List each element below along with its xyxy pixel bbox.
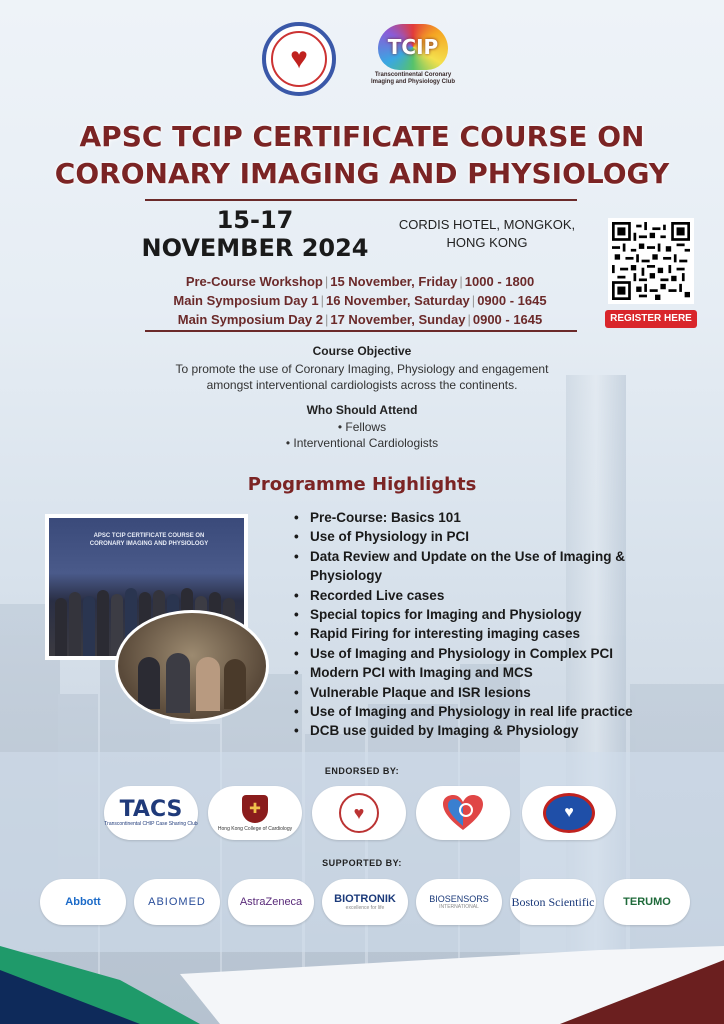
registration-qr-code[interactable]	[608, 218, 694, 304]
title-line-2: CORONARY IMAGING AND PHYSIOLOGY	[54, 157, 670, 190]
seal-icon: ♥	[339, 793, 379, 833]
sponsor-name: BIOTRONIK	[334, 893, 396, 905]
schedule-time: 1000 - 1800	[464, 274, 535, 289]
sponsor-terumo	[604, 879, 690, 925]
schedule-row: Main Symposium Day 2 | 17 November, Sunday | 0900 - 1645	[177, 312, 543, 327]
schedule	[130, 272, 590, 329]
photo-banner-text: APSC TCIP CERTIFICATE COURSE ON CORONARY IMAGING AND PHYSIOLOGY	[89, 533, 209, 547]
apsc-logo	[262, 22, 336, 96]
list-item: • Data Review and Update on the Use of Imaging & Physiology	[292, 547, 692, 586]
divider-bottom	[145, 330, 577, 332]
schedule-date: 16 November, Saturday	[326, 293, 470, 308]
schedule-name: Main Symposium Day 2	[177, 312, 323, 327]
event-month-year: NOVEMBER 2024	[141, 234, 369, 262]
schedule-date: 15 November, Friday	[330, 274, 458, 289]
list-item: • Pre-Course: Basics 101	[292, 508, 712, 527]
list-item: • DCB use guided by Imaging & Physiology	[292, 721, 712, 740]
attend-item: • Fellows	[337, 420, 387, 434]
hkcc-logo	[208, 786, 302, 840]
supported-heading: SUPPORTED BY:	[322, 858, 402, 868]
page-title	[40, 118, 684, 192]
title-line-1: APSC TCIP CERTIFICATE COURSE ON	[79, 120, 645, 153]
hkcc-name: Hong Kong College of Cardiology	[217, 825, 293, 832]
objective-line-1: To promote the use of Coronary Imaging, Physiology and engagement	[175, 362, 549, 376]
list-item: • Vulnerable Plaque and ISR lesions	[292, 683, 712, 702]
schedule-row: Main Symposium Day 1 | 16 November, Saturday | 0900 - 1645	[173, 293, 547, 308]
list-item: • Use of Imaging and Physiology in real life practice	[292, 702, 712, 721]
list-item: • Modern PCI with Imaging and MCS	[292, 663, 712, 682]
list-item: • Special topics for Imaging and Physiology	[292, 605, 712, 624]
divider-top	[145, 199, 577, 201]
heart-society-logo	[416, 786, 510, 840]
sponsor-abiomed	[134, 879, 220, 925]
schedule-time: 0900 - 1645	[477, 293, 547, 308]
event-date	[120, 206, 390, 262]
sponsor-tagline: excellence for life	[345, 905, 385, 911]
blue-society-logo	[522, 786, 616, 840]
schedule-date: 17 November, Sunday	[330, 312, 466, 327]
event-venue	[392, 216, 582, 252]
sponsor-tagline: INTERNATIONAL	[439, 904, 479, 910]
sponsor-name: TERUMO	[623, 896, 671, 908]
tacs-logo	[104, 786, 198, 840]
sponsor-name: ABIOMED	[148, 896, 206, 908]
society-seal-logo	[312, 786, 406, 840]
schedule-time: 0900 - 1645	[472, 312, 543, 327]
shield-icon: ✚	[242, 795, 268, 823]
heart-icon: ♥	[290, 42, 308, 75]
attend-heading: Who Should Attend	[306, 403, 418, 417]
schedule-name: Pre-Course Workshop	[185, 274, 323, 289]
list-item: • Use of Physiology in PCI	[292, 527, 712, 546]
tacs-subtitle: Transcontinental CHIP Case Sharing Club	[104, 821, 198, 827]
sponsor-name: AstraZeneca	[239, 896, 303, 908]
list-item: • Rapid Firing for interesting imaging cases	[292, 624, 712, 643]
programme-heading: Programme Highlights	[247, 474, 477, 495]
event-days: 15-17	[216, 206, 294, 234]
objective-text	[120, 361, 604, 393]
tacs-title: TACS	[119, 797, 183, 822]
list-item: • Recorded Live cases	[292, 586, 712, 605]
programme-list	[292, 508, 712, 741]
schedule-name: Main Symposium Day 1	[173, 293, 319, 308]
heart-icon: ♥	[543, 793, 595, 833]
sponsor-name: Boston Scientific	[511, 894, 595, 909]
qr-code-icon	[612, 222, 690, 300]
sponsor-boston-scientific	[510, 879, 596, 925]
tcip-subtitle: Transcontinental Coronary Imaging and Physiology Club	[370, 72, 455, 85]
footer-decoration	[0, 940, 724, 1024]
sponsor-biotronik	[322, 879, 408, 925]
sponsor-astrazeneca	[228, 879, 314, 925]
sponsor-name: Abbott	[65, 896, 101, 908]
sponsor-biosensors	[416, 879, 502, 925]
tcip-mark-text: TCIP	[387, 35, 439, 59]
attend-list	[200, 419, 524, 451]
list-item: • Use of Imaging and Physiology in Complex PCI	[292, 644, 712, 663]
objective-heading: Course Objective	[312, 344, 412, 358]
objective-line-2: amongst interventional cardiologists across the continents.	[206, 378, 518, 392]
venue-line-2: HONG KONG	[446, 235, 528, 250]
attend-item: • Interventional Cardiologists	[285, 436, 439, 450]
register-here-button[interactable]: REGISTER HERE	[605, 310, 697, 328]
audience-photo	[115, 610, 269, 722]
endorsed-heading: ENDORSED BY:	[324, 766, 400, 776]
sponsor-abbott	[40, 879, 126, 925]
venue-line-1: CORDIS HOTEL, MONGKOK,	[398, 217, 576, 232]
heart-icon	[442, 793, 484, 833]
tcip-logo	[370, 24, 456, 96]
sponsor-name: BIOSENSORS	[429, 894, 489, 904]
schedule-row: Pre-Course Workshop | 15 November, Friday | 1000 - 1800	[185, 274, 535, 289]
